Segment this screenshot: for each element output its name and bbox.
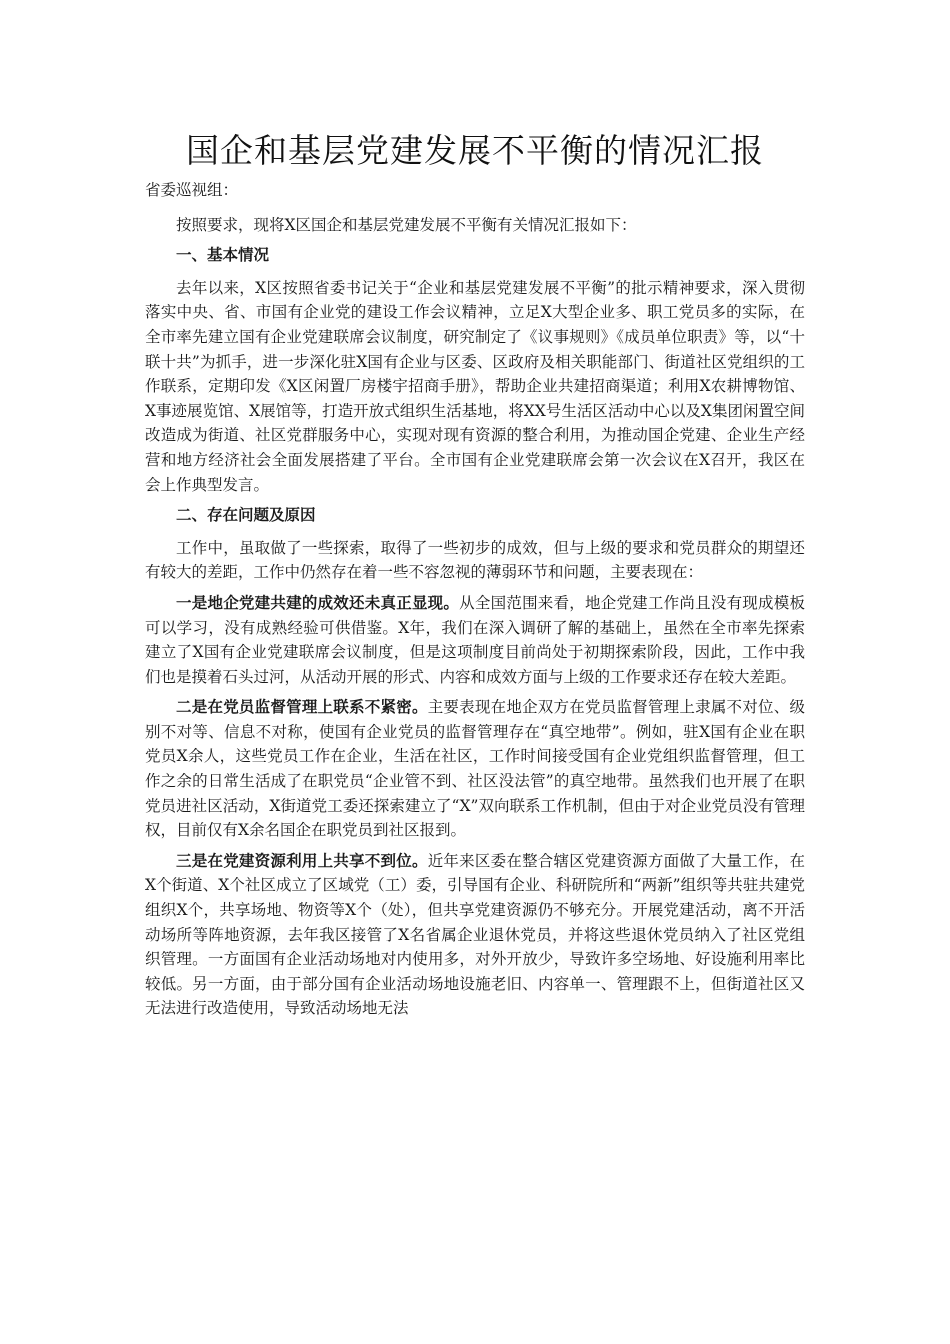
- problem-item-3-text: 近年来区委在整合辖区党建资源方面做了大量工作，在X个街道、X个社区成立了区域党（工）委，引导国有企业、科研院所和“两新”组织等共驻共建党组织X个，共享场地、物资等X个（处），但共享党建资源仍不够充分。开展党建活动，离不开活动场所等阵地资源，去年我区接管了X名省属企业退休党员，并将这些退休党员纳入了社区党组织管理。一方面国有企业活动场地对内使用多，对外开放少，导致许多空场地、好设施利用率比较低。另一方面，由于部分国有企业活动场地设施老旧、内容单一、管理跟不上，但街道社区又无法进行改造使用，导致活动场地无法: [145, 851, 805, 1018]
- problem-item-1: [145, 591, 805, 689]
- problem-item-3: [145, 849, 805, 1021]
- salutation: 省委巡视组：: [145, 181, 239, 199]
- problem-item-1-lead: 一是地企党建共建的成效还未真正显现。: [176, 592, 460, 612]
- intro-paragraph: 按照要求，现将X区国企和基层党建发展不平衡有关情况汇报如下：: [176, 215, 637, 234]
- document-title: 国企和基层党建发展不平衡的情况汇报: [186, 131, 764, 170]
- problem-item-3-lead: 三是在党建资源利用上共享不到位。: [176, 850, 428, 870]
- problem-item-2-text: 主要表现在地企双方在党员监督管理上隶属不对位、级别不对等、信息不对称，使国有企业党员的监督管理存在“真空地带”。例如，驻X国有企业在职党员X余人，这些党员工作在企业，生活在社区，工作时间接受国有企业党组织监督管理，但工作之余的日常生活成了在职党员“企业管不到、社区没法管”的真空地带。虽然我们也开展了在职党员进社区活动，X街道党工委还探索建立了“X”双向联系工作机制，但由于对企业党员没有管理权，目前仅有X余名国企在职党员到社区报到。: [145, 698, 805, 840]
- section-heading-problems: 二、存在问题及原因: [176, 505, 316, 525]
- document-body: [145, 178, 805, 1021]
- section-heading-basic-situation: 一、基本情况: [176, 245, 270, 265]
- problem-item-1-text: 从全国范围来看，地企党建工作尚且没有现成模板可以学习，没有成熟经验可供借鉴。X年，我们在深入调研了解的基础上，虽然在全市率先探索建立了X国有企业党建联席会议制度，但是这项制度目前尚处于初期探索阶段，因此，工作中我们也是摸着石头过河，从活动开展的形式、内容和成效方面与上级的工作要求还存在较大差距。: [145, 593, 805, 686]
- problem-item-2: [145, 695, 805, 843]
- section1-paragraph: 去年以来，X区按照省委书记关于“企业和基层党建发展不平衡”的批示精神要求，深入贯彻落实中央、省、市国有企业党的建设工作会议精神，立足X大型企业多、职工党员多的实际，在全市率先建立国有企业党建联席会议制度，研究制定了《议事规则》《成员单位职责》等，以“十联十共”为抓手，进一步深化驻X国有企业与区委、区政府及相关职能部门、街道社区党组织的工作联系，定期印发《X区闲置厂房楼宇招商手册》，帮助企业共建招商渠道；利用X农耕博物馆、X事迹展览馆、X展馆等，打造开放式组织生活基地，将XX号生活区活动中心以及X集团闲置空间改造成为街道、社区党群服务中心，实现对现有资源的整合利用，为推动国企党建、企业生产经营和地方经济社会全面发展搭建了平台。全市国有企业党建联席会第一次会议在X召开，我区在会上作典型发言。: [145, 278, 805, 494]
- section2-intro-paragraph: 工作中，虽取做了一些探索，取得了一些初步的成效，但与上级的要求和党员群众的期望还有较大的差距，工作中仍然存在着一些不容忽视的薄弱环节和问题，主要表现在：: [145, 538, 805, 582]
- problem-item-2-lead: 二是在党员监督管理上联系不紧密。: [176, 697, 428, 717]
